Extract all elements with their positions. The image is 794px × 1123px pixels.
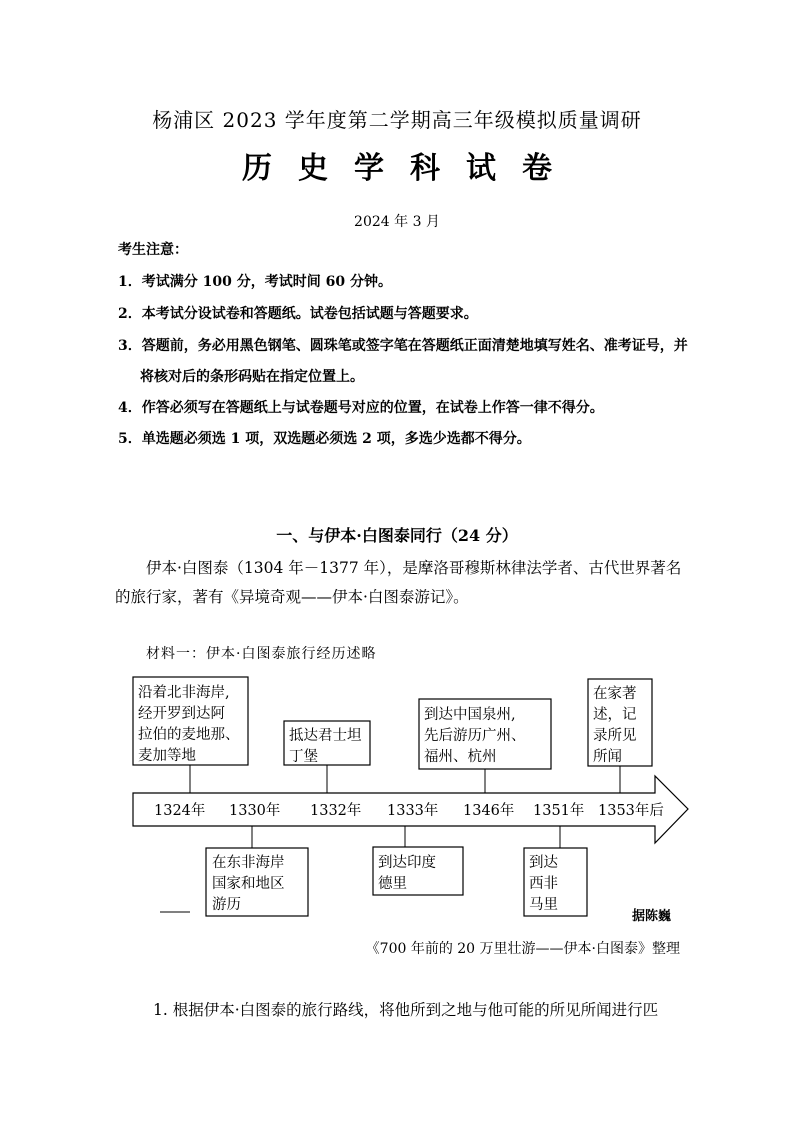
year-label: 1346年 [463, 803, 515, 819]
exam-title-subject: 历史学科试卷 [242, 151, 578, 186]
box-text: 述，记 [593, 707, 637, 723]
source-author: 据陈巍 [632, 909, 672, 924]
year-label: 1353年后 [598, 803, 664, 819]
box-text: 麦加等地 [138, 748, 196, 764]
year-label: 1332年 [310, 803, 362, 819]
year-label: 1330年 [229, 803, 281, 819]
year-label: 1333年 [387, 803, 439, 819]
box-text: 沿着北非海岸, [138, 685, 230, 701]
box-text: 经开罗到达阿 [138, 706, 225, 722]
notice-title: 考生注意： [118, 242, 188, 258]
exam-title-line1: 杨浦区 2023 学年度第二学期高三年级模拟质量调研 [152, 108, 642, 132]
box-text: 到达中国泉州, [424, 707, 516, 723]
section-title: 一、与伊本·白图泰同行（24 分） [276, 526, 518, 545]
question-1: 1. 根据伊本·白图泰的旅行路线，将他所到之地与他可能的所见所闻进行匹 [153, 1001, 659, 1019]
box-text: 马里 [529, 897, 558, 913]
exam-date: 2024 年 3 月 [354, 214, 440, 230]
year-label: 1351年 [533, 803, 585, 819]
box-text: 先后游历广州、 [424, 728, 526, 744]
notice-item-3: 3．答题前，务必用黑色钢笔、圆珠笔或签字笔在答题纸正面清楚地填写姓名、准考证号，并 [118, 338, 688, 354]
notice-item-4: 4．作答必须写在答题纸上与试卷题号对应的位置，在试卷上作答一律不得分。 [118, 400, 604, 416]
box-text: 抵达君士坦 [289, 728, 362, 744]
year-label: 1324年 [154, 803, 206, 819]
material-label: 材料一：伊本·白图泰旅行经历述略 [146, 646, 377, 662]
box-text: 丁堡 [289, 749, 318, 765]
box-text: 德里 [378, 876, 407, 892]
box-text: 所闻 [593, 749, 622, 765]
notice-item-2: 2．本考试分设试卷和答题纸。试卷包括试题与答题要求。 [118, 306, 478, 322]
box-text: 在东非海岸 [212, 855, 285, 871]
box-text: 在家著 [593, 686, 637, 702]
box-text: 录所见 [593, 728, 637, 744]
box-text: 西非 [529, 876, 558, 892]
box-text: 到达 [529, 855, 558, 871]
intro-paragraph-line2: 的旅行家，著有《异境奇观——伊本·白图泰游记》。 [115, 588, 469, 606]
box-text: 拉伯的麦地那、 [138, 727, 240, 743]
source-citation: 《700 年前的 20 万里壮游——伊本·白图泰》整理 [365, 941, 680, 957]
box-text: 到达印度 [378, 855, 436, 871]
box-text: 国家和地区 [212, 876, 285, 892]
intro-paragraph-line1: 伊本·白图泰（1304 年－1377 年），是摩洛哥穆斯林律法学者、古代世界著名 [146, 559, 682, 577]
box-text: 福州、杭州 [424, 749, 497, 765]
notice-item-3-continued: 将核对后的条形码贴在指定位置上。 [140, 369, 364, 385]
box-text: 游历 [212, 897, 241, 913]
notice-item-1: 1．考试满分 100 分，考试时间 60 分钟。 [118, 274, 392, 290]
notice-item-5: 5．单选题必须选 1 项，双选题必须选 2 项，多选少选都不得分。 [118, 431, 531, 447]
